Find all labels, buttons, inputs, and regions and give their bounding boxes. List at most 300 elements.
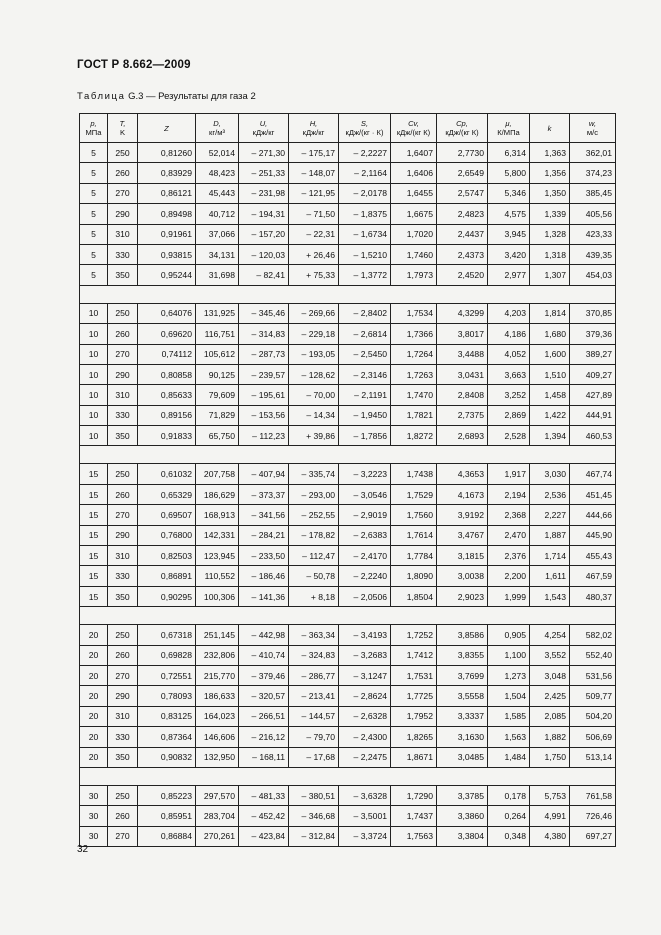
column-unit: K xyxy=(119,128,126,137)
table-row xyxy=(80,303,616,323)
table-cell: 330 xyxy=(108,244,138,264)
table-cell: 3,3860 xyxy=(437,806,488,826)
table-cell: 3,048 xyxy=(530,665,570,685)
table-cell: – 2,6814 xyxy=(339,324,391,344)
table-cell: – 2,5450 xyxy=(339,344,391,364)
table-cell: 10 xyxy=(80,364,108,384)
separator-cell xyxy=(80,607,616,625)
table-cell: 260 xyxy=(108,484,138,504)
table-cell: 1,999 xyxy=(488,586,530,606)
table-cell: 4,3299 xyxy=(437,303,488,323)
column-symbol: μ, xyxy=(505,119,512,128)
table-cell: 2,536 xyxy=(530,484,570,504)
table-cell: – 363,34 xyxy=(289,625,339,645)
table-cell: – 2,8402 xyxy=(339,303,391,323)
table-cell: 20 xyxy=(80,625,108,645)
table-cell: 1,7366 xyxy=(391,324,437,344)
table-cell: – 2,0178 xyxy=(339,183,391,203)
table-cell: 290 xyxy=(108,364,138,384)
table-cell: 4,052 xyxy=(488,344,530,364)
table-cell: 186,633 xyxy=(196,686,239,706)
table-cell: – 70,00 xyxy=(289,385,339,405)
column-header xyxy=(138,114,196,143)
table-cell: – 3,0546 xyxy=(339,484,391,504)
table-cell: 290 xyxy=(108,204,138,224)
table-cell: 1,7952 xyxy=(391,706,437,726)
table-cell: 1,7252 xyxy=(391,625,437,645)
table-cell: 0,67318 xyxy=(138,625,196,645)
table-cell: – 373,37 xyxy=(239,484,289,504)
table-cell: 5 xyxy=(80,265,108,285)
table-cell: – 120,03 xyxy=(239,244,289,264)
table-cell: 168,913 xyxy=(196,505,239,525)
table-row xyxy=(80,686,616,706)
table-cell: – 252,55 xyxy=(289,505,339,525)
table-cell: 270 xyxy=(108,183,138,203)
group-separator-row xyxy=(80,446,616,464)
table-header-row xyxy=(80,114,616,143)
separator-cell xyxy=(80,446,616,464)
table-cell: 1,6455 xyxy=(391,183,437,203)
table-cell: 71,829 xyxy=(196,405,239,425)
table-cell: 2,376 xyxy=(488,546,530,566)
table-cell: 15 xyxy=(80,464,108,484)
table-row xyxy=(80,183,616,203)
table-row xyxy=(80,244,616,264)
table-cell: 1,318 xyxy=(530,244,570,264)
table-cell: 0,69507 xyxy=(138,505,196,525)
table-cell: 2,7375 xyxy=(437,405,488,425)
table-cell: 1,882 xyxy=(530,727,570,747)
table-row xyxy=(80,785,616,805)
table-cell: 0,80858 xyxy=(138,364,196,384)
table-cell: 0,93815 xyxy=(138,244,196,264)
table-cell: 5 xyxy=(80,244,108,264)
table-cell: 1,273 xyxy=(488,665,530,685)
table-cell: 2,470 xyxy=(488,525,530,545)
table-cell: 1,484 xyxy=(488,747,530,767)
table-cell: 5 xyxy=(80,163,108,183)
table-cell: 3,3785 xyxy=(437,785,488,805)
table-cell: – 186,46 xyxy=(239,566,289,586)
table-cell: – 216,12 xyxy=(239,727,289,747)
column-unit: м/с xyxy=(586,128,599,137)
table-cell: 1,7470 xyxy=(391,385,437,405)
table-cell: – 213,41 xyxy=(289,686,339,706)
table-cell: 10 xyxy=(80,385,108,405)
table-cell: 5 xyxy=(80,183,108,203)
table-cell: – 312,84 xyxy=(289,826,339,846)
table-cell: 250 xyxy=(108,785,138,805)
table-cell: 5,800 xyxy=(488,163,530,183)
table-cell: 100,306 xyxy=(196,586,239,606)
table-cell: + 39,86 xyxy=(289,426,339,446)
column-symbol: p, xyxy=(90,119,97,128)
table-cell: – 452,42 xyxy=(239,806,289,826)
table-cell: 116,751 xyxy=(196,324,239,344)
table-cell: 4,1673 xyxy=(437,484,488,504)
table-cell: + 8,18 xyxy=(289,586,339,606)
table-cell: 0,86121 xyxy=(138,183,196,203)
table-cell: 0,90832 xyxy=(138,747,196,767)
table-cell: 1,339 xyxy=(530,204,570,224)
table-cell: 45,443 xyxy=(196,183,239,203)
table-cell: 1,7560 xyxy=(391,505,437,525)
column-symbol: U, xyxy=(259,119,268,128)
table-cell: 3,030 xyxy=(530,464,570,484)
table-cell: 30 xyxy=(80,826,108,846)
table-cell: – 345,46 xyxy=(239,303,289,323)
table-cell: 552,40 xyxy=(570,645,616,665)
table-cell: 2,368 xyxy=(488,505,530,525)
table-cell: 2,869 xyxy=(488,405,530,425)
table-row xyxy=(80,747,616,767)
table-cell: 1,563 xyxy=(488,727,530,747)
table-cell: 20 xyxy=(80,727,108,747)
table-cell: 3,8017 xyxy=(437,324,488,344)
table-cell: 270,261 xyxy=(196,826,239,846)
table-cell: 232,806 xyxy=(196,645,239,665)
table-cell: 1,6407 xyxy=(391,143,437,163)
table-cell: 480,37 xyxy=(570,586,616,606)
table-cell: 2,4520 xyxy=(437,265,488,285)
table-cell: 2,8408 xyxy=(437,385,488,405)
table-cell: 290 xyxy=(108,686,138,706)
table-cell: – 79,70 xyxy=(289,727,339,747)
table-cell: – 3,5001 xyxy=(339,806,391,826)
table-cell: 20 xyxy=(80,706,108,726)
column-symbol: S, xyxy=(360,119,369,128)
table-cell: – 3,3724 xyxy=(339,826,391,846)
column-unit: кДж/кг xyxy=(302,128,325,137)
table-cell: 132,950 xyxy=(196,747,239,767)
column-header xyxy=(339,114,391,143)
table-cell: 37,066 xyxy=(196,224,239,244)
table-cell: 1,7437 xyxy=(391,806,437,826)
table-cell: – 178,82 xyxy=(289,525,339,545)
table-cell: – 284,21 xyxy=(239,525,289,545)
table-cell: 186,629 xyxy=(196,484,239,504)
table-cell: 2,7730 xyxy=(437,143,488,163)
table-caption xyxy=(77,91,256,102)
table-cell: 1,7534 xyxy=(391,303,437,323)
table-cell: 3,5558 xyxy=(437,686,488,706)
table-cell: 310 xyxy=(108,546,138,566)
table-cell: 3,945 xyxy=(488,224,530,244)
table-cell: 405,56 xyxy=(570,204,616,224)
table-cell: 0,69828 xyxy=(138,645,196,665)
table-cell: 350 xyxy=(108,586,138,606)
table-row xyxy=(80,204,616,224)
table-cell: – 175,17 xyxy=(289,143,339,163)
table-cell: – 1,9450 xyxy=(339,405,391,425)
table-cell: – 293,00 xyxy=(289,484,339,504)
table-cell: 4,186 xyxy=(488,324,530,344)
table-cell: 444,91 xyxy=(570,405,616,425)
table-cell: 1,7725 xyxy=(391,686,437,706)
table-cell: 15 xyxy=(80,484,108,504)
table-cell: 1,7529 xyxy=(391,484,437,504)
table-cell: – 410,74 xyxy=(239,645,289,665)
table-cell: 310 xyxy=(108,706,138,726)
table-row xyxy=(80,806,616,826)
table-cell: 2,9023 xyxy=(437,586,488,606)
table-row xyxy=(80,665,616,685)
column-symbol: w, xyxy=(588,119,597,128)
table-cell: 423,33 xyxy=(570,224,616,244)
table-cell: 1,422 xyxy=(530,405,570,425)
table-cell: – 50,78 xyxy=(289,566,339,586)
table-cell: 15 xyxy=(80,525,108,545)
table-cell: 439,35 xyxy=(570,244,616,264)
table-cell: 1,680 xyxy=(530,324,570,344)
table-cell: 0,86891 xyxy=(138,566,196,586)
table-row xyxy=(80,625,616,645)
table-cell: 1,7460 xyxy=(391,244,437,264)
table-cell: – 2,8624 xyxy=(339,686,391,706)
column-unit: кДж/(кг · К) xyxy=(345,128,384,137)
table-cell: 350 xyxy=(108,426,138,446)
table-cell: – 195,61 xyxy=(239,385,289,405)
table-cell: 1,8090 xyxy=(391,566,437,586)
table-cell: 0,905 xyxy=(488,625,530,645)
table-cell: 131,925 xyxy=(196,303,239,323)
table-cell: – 1,7856 xyxy=(339,426,391,446)
table-cell: – 481,33 xyxy=(239,785,289,805)
table-cell: – 144,57 xyxy=(289,706,339,726)
group-separator-row xyxy=(80,767,616,785)
table-cell: – 71,50 xyxy=(289,204,339,224)
table-cell: – 3,4193 xyxy=(339,625,391,645)
table-cell: 504,20 xyxy=(570,706,616,726)
table-cell: 0,81260 xyxy=(138,143,196,163)
table-cell: 146,606 xyxy=(196,727,239,747)
column-header xyxy=(391,114,437,143)
table-cell: 0,82503 xyxy=(138,546,196,566)
table-cell: 15 xyxy=(80,586,108,606)
table-cell: 34,131 xyxy=(196,244,239,264)
column-symbol: D, xyxy=(213,119,221,128)
table-row xyxy=(80,364,616,384)
table-cell: – 379,46 xyxy=(239,665,289,685)
table-cell: – 233,50 xyxy=(239,546,289,566)
table-cell: 0,85951 xyxy=(138,806,196,826)
column-unit: кг/м³ xyxy=(209,128,225,137)
table-cell: 215,770 xyxy=(196,665,239,685)
table-cell: 15 xyxy=(80,505,108,525)
column-symbol: Cp, xyxy=(456,119,468,128)
table-cell: 2,5747 xyxy=(437,183,488,203)
table-cell: 0,78093 xyxy=(138,686,196,706)
table-cell: 0,95244 xyxy=(138,265,196,285)
table-cell: 370,85 xyxy=(570,303,616,323)
table-cell: – 423,84 xyxy=(239,826,289,846)
table-cell: 1,7531 xyxy=(391,665,437,685)
table-cell: 1,394 xyxy=(530,426,570,446)
table-cell: 1,458 xyxy=(530,385,570,405)
table-row xyxy=(80,826,616,846)
table-cell: – 194,31 xyxy=(239,204,289,224)
table-cell: 445,90 xyxy=(570,525,616,545)
table-cell: – 239,57 xyxy=(239,364,289,384)
table-row xyxy=(80,505,616,525)
table-cell: 270 xyxy=(108,826,138,846)
table-cell: 1,6406 xyxy=(391,163,437,183)
table-cell: 10 xyxy=(80,405,108,425)
table-cell: – 1,5210 xyxy=(339,244,391,264)
table-cell: – 112,23 xyxy=(239,426,289,446)
table-cell: – 407,94 xyxy=(239,464,289,484)
table-cell: 1,8272 xyxy=(391,426,437,446)
table-cell: – 112,47 xyxy=(289,546,339,566)
table-cell: – 141,36 xyxy=(239,586,289,606)
table-cell: 0,72551 xyxy=(138,665,196,685)
table-cell: 0,83929 xyxy=(138,163,196,183)
table-cell: 0,65329 xyxy=(138,484,196,504)
table-cell: 110,552 xyxy=(196,566,239,586)
group-separator-row xyxy=(80,285,616,303)
table-row xyxy=(80,546,616,566)
table-cell: – 3,2223 xyxy=(339,464,391,484)
table-cell: 1,7821 xyxy=(391,405,437,425)
table-cell: 427,89 xyxy=(570,385,616,405)
table-cell: – 2,4170 xyxy=(339,546,391,566)
table-cell: – 3,1247 xyxy=(339,665,391,685)
table-cell: 250 xyxy=(108,303,138,323)
table-cell: – 2,0506 xyxy=(339,586,391,606)
table-cell: 270 xyxy=(108,505,138,525)
table-cell: – 1,6734 xyxy=(339,224,391,244)
table-cell: 30 xyxy=(80,785,108,805)
table-cell: 105,612 xyxy=(196,344,239,364)
table-cell: – 2,4300 xyxy=(339,727,391,747)
column-symbol: Cv, xyxy=(408,119,419,128)
table-cell: 1,7412 xyxy=(391,645,437,665)
table-cell: 5 xyxy=(80,204,108,224)
table-cell: 0,348 xyxy=(488,826,530,846)
table-cell: 3,420 xyxy=(488,244,530,264)
table-cell: 1,350 xyxy=(530,183,570,203)
table-cell: – 2,6383 xyxy=(339,525,391,545)
table-cell: 90,125 xyxy=(196,364,239,384)
table-cell: 460,53 xyxy=(570,426,616,446)
table-cell: 0,86884 xyxy=(138,826,196,846)
table-cell: 1,307 xyxy=(530,265,570,285)
table-cell: 374,23 xyxy=(570,163,616,183)
table-cell: 31,698 xyxy=(196,265,239,285)
table-cell: 1,887 xyxy=(530,525,570,545)
table-cell: 1,7290 xyxy=(391,785,437,805)
table-cell: 1,504 xyxy=(488,686,530,706)
results-table xyxy=(79,113,616,847)
table-cell: 726,46 xyxy=(570,806,616,826)
table-row xyxy=(80,344,616,364)
table-cell: 582,02 xyxy=(570,625,616,645)
table-row xyxy=(80,464,616,484)
table-cell: 1,917 xyxy=(488,464,530,484)
table-cell: 389,27 xyxy=(570,344,616,364)
table-cell: – 168,11 xyxy=(239,747,289,767)
table-cell: 1,363 xyxy=(530,143,570,163)
table-cell: 697,27 xyxy=(570,826,616,846)
table-cell: 6,314 xyxy=(488,143,530,163)
table-cell: – 128,62 xyxy=(289,364,339,384)
table-cell: 310 xyxy=(108,224,138,244)
table-cell: 20 xyxy=(80,747,108,767)
table-cell: – 121,95 xyxy=(289,183,339,203)
table-cell: 3,1815 xyxy=(437,546,488,566)
table-cell: 2,085 xyxy=(530,706,570,726)
table-cell: 123,945 xyxy=(196,546,239,566)
table-row xyxy=(80,484,616,504)
table-cell: – 346,68 xyxy=(289,806,339,826)
column-header xyxy=(530,114,570,143)
table-cell: 30 xyxy=(80,806,108,826)
table-cell: 5,753 xyxy=(530,785,570,805)
column-header xyxy=(80,114,108,143)
table-cell: 1,356 xyxy=(530,163,570,183)
table-cell: – 286,77 xyxy=(289,665,339,685)
table-cell: – 22,31 xyxy=(289,224,339,244)
table-cell: 1,328 xyxy=(530,224,570,244)
table-cell: 379,36 xyxy=(570,324,616,344)
table-cell: – 231,98 xyxy=(239,183,289,203)
table-cell: 4,3653 xyxy=(437,464,488,484)
table-cell: 65,750 xyxy=(196,426,239,446)
table-cell: 1,600 xyxy=(530,344,570,364)
table-row xyxy=(80,586,616,606)
table-cell: – 269,66 xyxy=(289,303,339,323)
table-cell: 444,66 xyxy=(570,505,616,525)
table-cell: 1,7020 xyxy=(391,224,437,244)
table-cell: 310 xyxy=(108,385,138,405)
table-cell: 1,543 xyxy=(530,586,570,606)
table-cell: 3,3337 xyxy=(437,706,488,726)
table-row xyxy=(80,525,616,545)
table-cell: 250 xyxy=(108,143,138,163)
table-cell: – 335,74 xyxy=(289,464,339,484)
table-cell: 3,1630 xyxy=(437,727,488,747)
table-cell: – 2,1191 xyxy=(339,385,391,405)
table-cell: 761,58 xyxy=(570,785,616,805)
table-cell: 3,8586 xyxy=(437,625,488,645)
table-cell: – 320,57 xyxy=(239,686,289,706)
table-cell: 3,3804 xyxy=(437,826,488,846)
table-cell: 0,178 xyxy=(488,785,530,805)
table-cell: 0,76800 xyxy=(138,525,196,545)
column-header xyxy=(570,114,616,143)
table-row xyxy=(80,566,616,586)
table-cell: – 287,73 xyxy=(239,344,289,364)
table-cell: 3,0431 xyxy=(437,364,488,384)
table-cell: – 2,3146 xyxy=(339,364,391,384)
table-cell: 3,9192 xyxy=(437,505,488,525)
table-cell: 4,380 xyxy=(530,826,570,846)
separator-cell xyxy=(80,767,616,785)
table-row xyxy=(80,706,616,726)
separator-cell xyxy=(80,285,616,303)
table-cell: 455,43 xyxy=(570,546,616,566)
table-cell: 260 xyxy=(108,645,138,665)
table-cell: 2,6549 xyxy=(437,163,488,183)
table-cell: 3,0485 xyxy=(437,747,488,767)
table-cell: 1,814 xyxy=(530,303,570,323)
table-cell: – 229,18 xyxy=(289,324,339,344)
table-cell: – 380,51 xyxy=(289,785,339,805)
table-cell: 3,4767 xyxy=(437,525,488,545)
table-row xyxy=(80,426,616,446)
table-cell: 3,7699 xyxy=(437,665,488,685)
